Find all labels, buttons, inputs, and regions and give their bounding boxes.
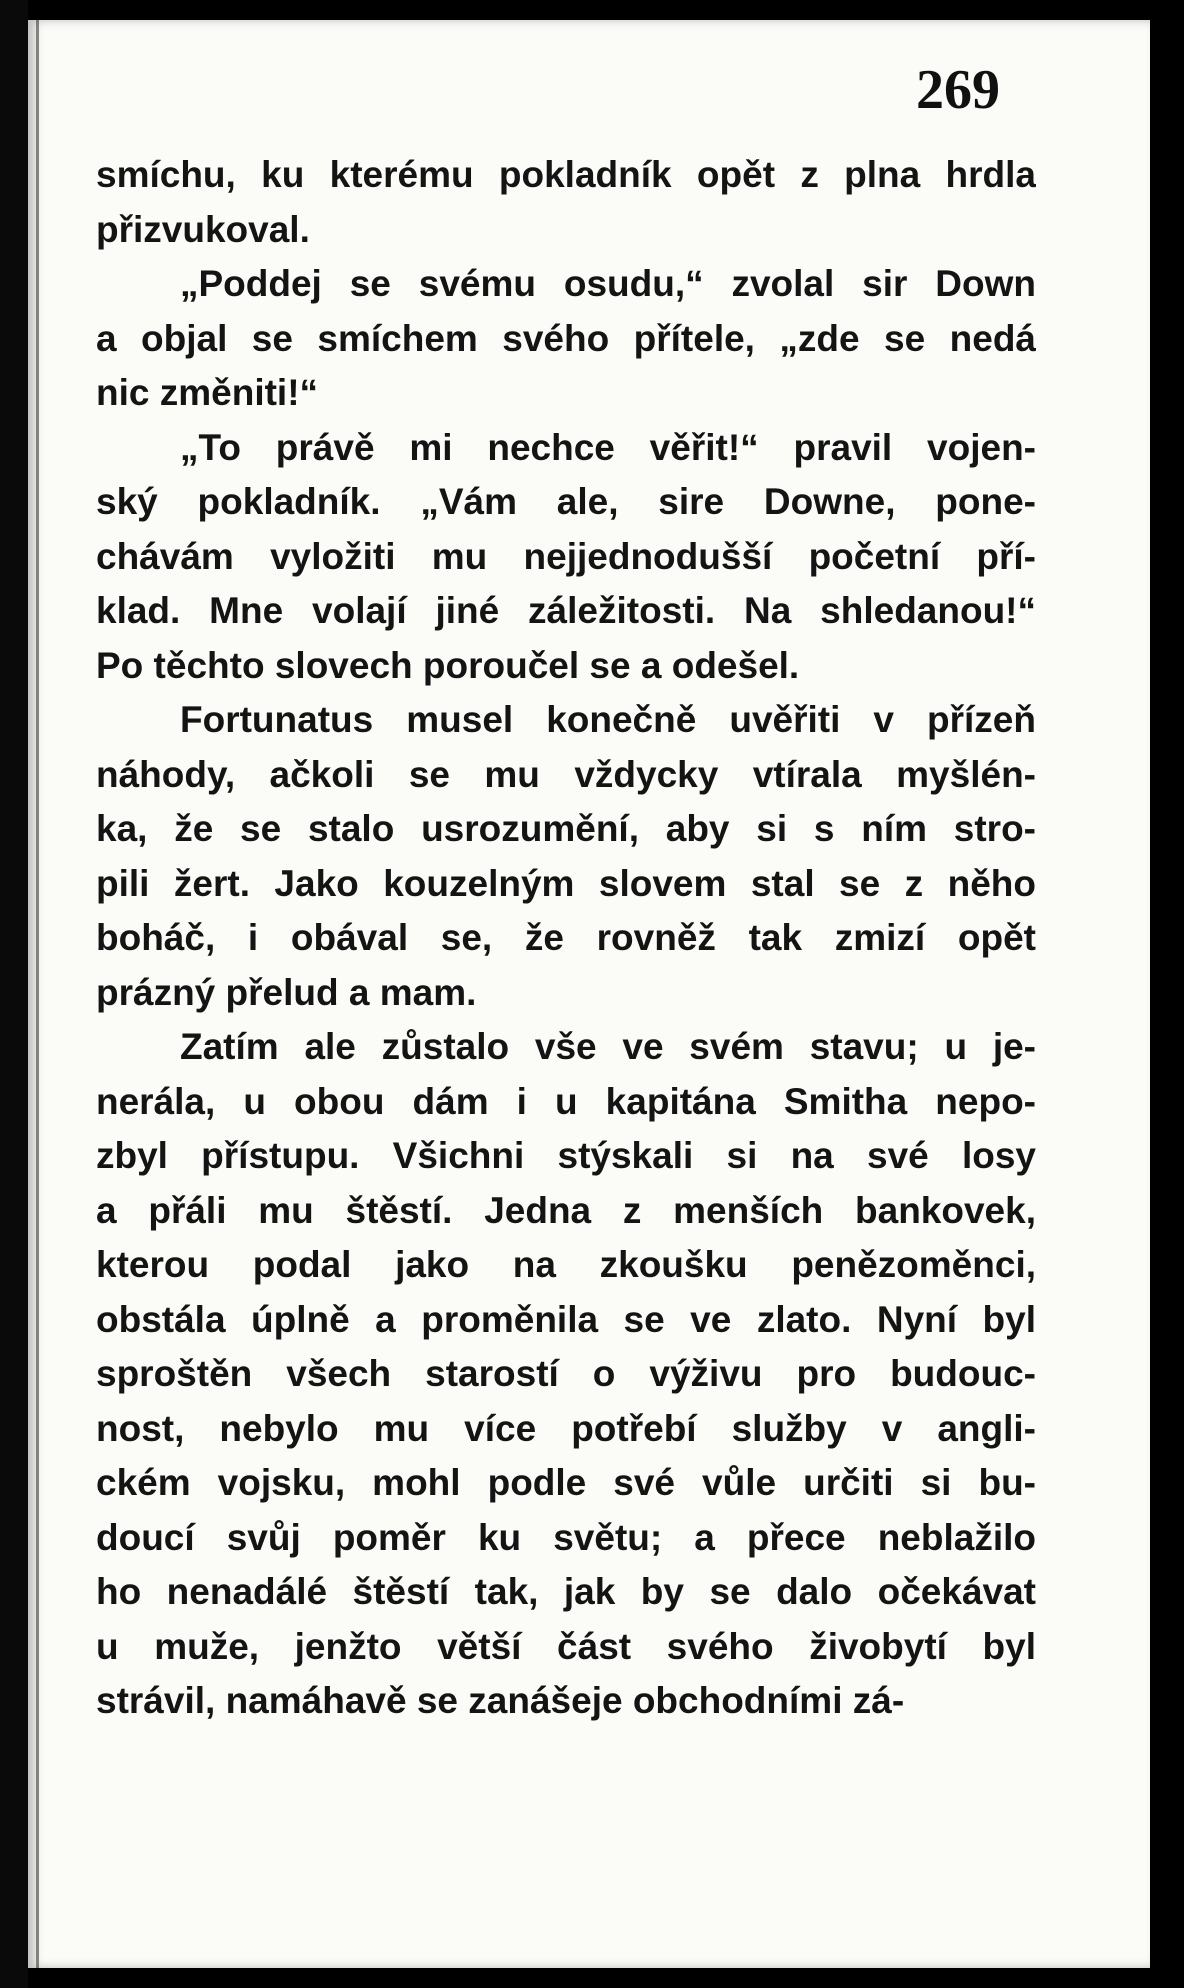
text-line: Fortunatus musel konečně uvěřiti v přízeň — [180, 699, 1036, 740]
text-line: kterou podal jako na zkoušku penězoměnci, — [96, 1244, 1036, 1285]
text-line: Po těchto slovech poroučel se a odešel. — [96, 644, 800, 686]
page-number: 269 — [916, 59, 1000, 121]
text-line: chávám vyložiti mu nejjednodušší početní pří- — [96, 535, 1036, 577]
text-line: „To právě mi nechce věřit!“ pravil vojen- — [180, 426, 1036, 468]
text-line: klad. Mne volají jiné záležitosti. Na shledanou!“ — [96, 590, 1036, 631]
text-line: nerála, u obou dám i u kapitána Smitha nepo- — [96, 1080, 1036, 1122]
body-text — [96, 148, 1036, 1729]
text-line: náhody, ačkoli se mu vždycky vtírala myšlén- — [96, 753, 1036, 795]
text-line: u muže, jenžto větší část svého živobytí byl — [96, 1625, 1036, 1667]
paragraph — [96, 1020, 1036, 1729]
text-line: přizvukoval. — [96, 208, 310, 250]
page-edge-shadow — [36, 20, 39, 1968]
paragraph — [96, 421, 1036, 694]
text-line: boháč, i obával se, že rovněž tak zmizí opět — [96, 917, 1036, 958]
text-line: sproštěn všech starostí o výživu pro budouc- — [96, 1353, 1036, 1394]
paragraph — [96, 693, 1036, 1020]
scan-border — [0, 0, 28, 1988]
text-line: nost, nebylo mu více potřebí služby v angli- — [96, 1407, 1036, 1449]
text-line: ho nenadálé štěstí tak, jak by se dalo očekávat — [96, 1571, 1036, 1612]
paragraph — [96, 148, 1036, 257]
text-line: „Poddej se svému osudu,“ zvolal sir Down — [180, 263, 1036, 304]
text-line: pili žert. Jako kouzelným slovem stal se z něho — [96, 862, 1036, 904]
text-line: obstála úplně a proměnila se ve zlato. Nyní byl — [96, 1298, 1036, 1340]
text-line: prázný přelud a mam. — [96, 971, 477, 1013]
text-line: a objal se smíchem svého přítele, „zde se nedá — [96, 317, 1036, 359]
text-line: nic změniti!“ — [96, 372, 319, 413]
text-line: Zatím ale zůstalo vše ve svém stavu; u je- — [180, 1026, 1036, 1067]
text-line: doucí svůj poměr ku světu; a přece neblažilo — [96, 1516, 1036, 1558]
book-page — [28, 20, 1150, 1968]
text-line: ský pokladník. „Vám ale, sire Downe, pone- — [96, 481, 1036, 522]
text-line: a přáli mu štěstí. Jedna z menších bankovek, — [96, 1189, 1036, 1231]
text-line: zbyl přístupu. Všichni stýskali si na své losy — [96, 1135, 1036, 1176]
paragraph — [96, 257, 1036, 421]
text-line: ckém vojsku, mohl podle své vůle určiti si bu- — [96, 1462, 1036, 1503]
text-line: ka, že se stalo usrozumění, aby si s ním stro- — [96, 808, 1036, 849]
text-line: strávil, namáhavě se zanášeje obchodními zá- — [96, 1680, 905, 1721]
text-line: smíchu, ku kterému pokladník opět z plna hrdla — [96, 154, 1036, 195]
